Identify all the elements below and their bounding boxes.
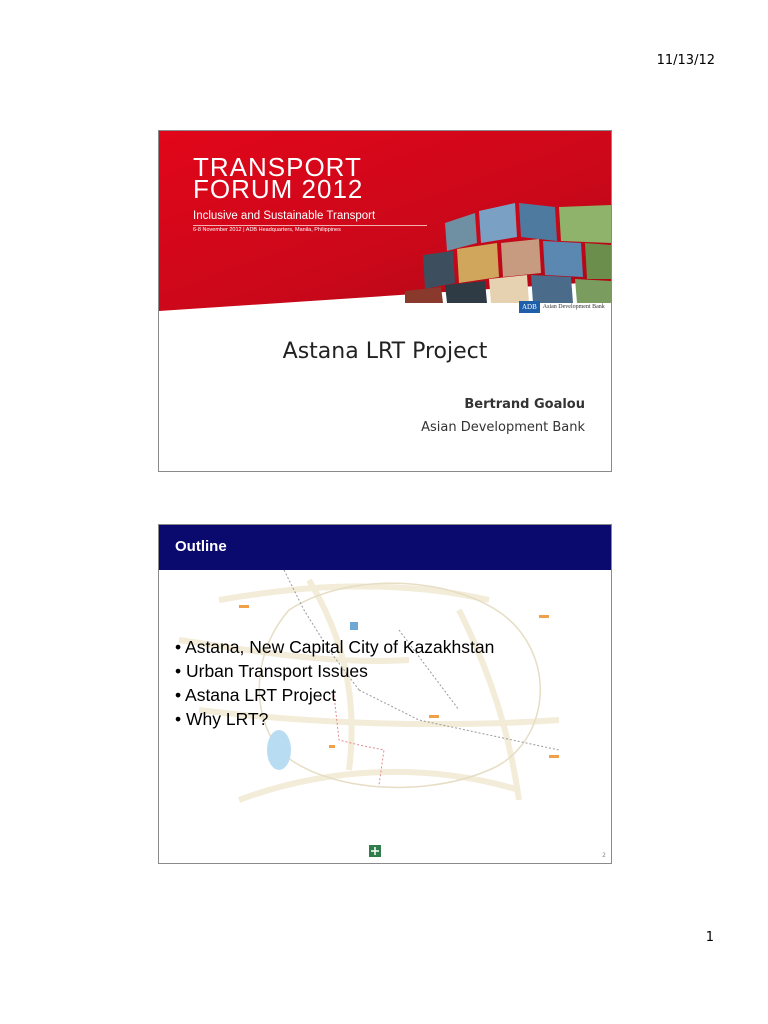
- presenter-organization: Asian Development Bank: [421, 420, 585, 435]
- outline-header-bar: [159, 525, 611, 570]
- map-lake: [267, 730, 291, 770]
- outline-bullet-list: [175, 635, 494, 731]
- forum-title: [193, 152, 364, 204]
- forum-subtitle: Inclusive and Sustainable Transport: [193, 210, 376, 222]
- forum-title-line1: TRANSPORT: [193, 152, 362, 182]
- slide-number: 2: [602, 852, 606, 859]
- list-item: • Urban Transport Issues: [175, 661, 368, 681]
- airport-icon: [369, 845, 381, 857]
- adb-logo-text: Asian Development Bank: [542, 304, 605, 310]
- list-item: • Astana, New Capital City of Kazakhstan: [175, 637, 495, 657]
- collage-tiles: [405, 203, 611, 303]
- slide-outline: [158, 524, 612, 864]
- header-date: 11/13/12: [656, 53, 715, 68]
- presenter-name: Bertrand Goalou: [464, 397, 585, 412]
- photo-collage: [405, 203, 611, 303]
- slide-title-text: Astana LRT Project: [282, 339, 488, 364]
- page-number: 1: [705, 930, 714, 945]
- adb-logo: [519, 301, 605, 313]
- forum-dates: 6-8 November 2012 | ADB Headquarters, Manila, Philippines: [193, 227, 341, 233]
- forum-divider: [193, 225, 427, 226]
- outline-heading: Outline: [175, 538, 227, 555]
- adb-logo-mark: ADB: [519, 301, 540, 313]
- forum-title-line2: FORUM 2012: [193, 174, 364, 204]
- list-item: • Why LRT?: [175, 709, 269, 729]
- list-item: • Astana LRT Project: [175, 685, 337, 705]
- map-poi-icon: [350, 622, 358, 630]
- slide-title: [158, 130, 612, 472]
